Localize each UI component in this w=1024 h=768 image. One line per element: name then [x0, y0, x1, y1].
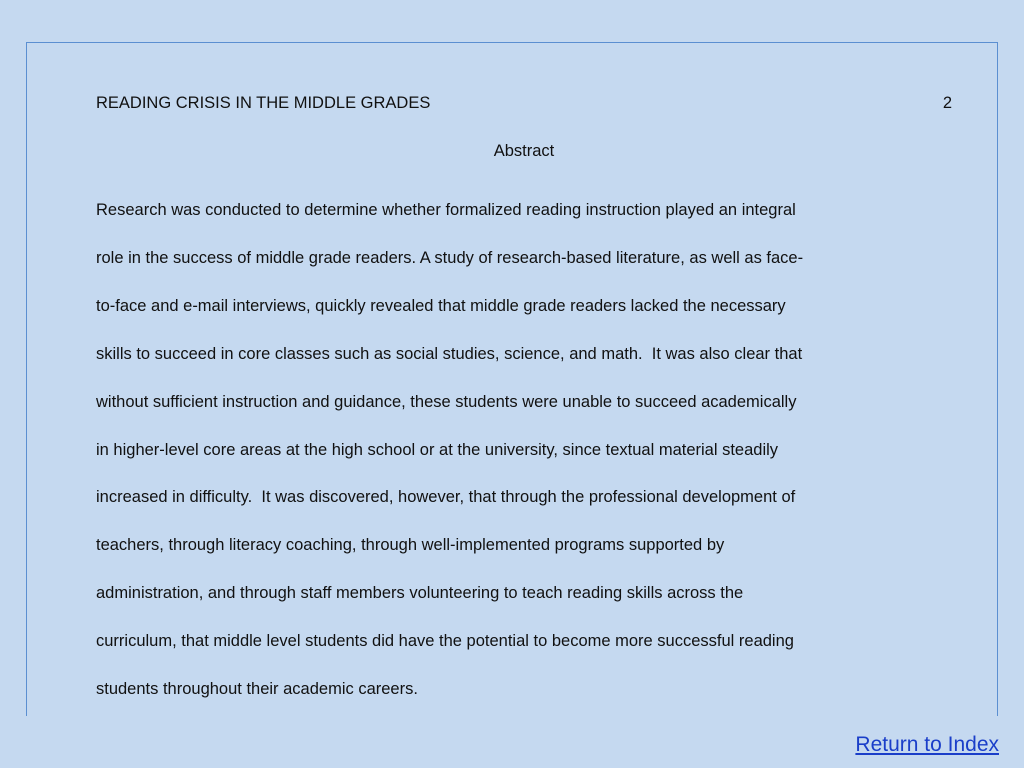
abstract-body — [96, 187, 958, 714]
abstract-line: to-face and e-mail interviews, quickly revealed that middle grade readers lacked the necessary — [96, 296, 786, 315]
abstract-line: curriculum, that middle level students did have the potential to become more successful reading — [96, 632, 794, 651]
abstract-line: without sufficient instruction and guidance, these students were unable to succeed academically — [96, 392, 797, 411]
abstract-line: students throughout their academic careers. — [96, 680, 418, 699]
abstract-line: in higher-level core areas at the high school or at the university, since textual material steadily — [96, 440, 779, 459]
abstract-line: Research was conducted to determine whether formalized reading instruction played an integral — [96, 201, 796, 219]
page-header — [96, 94, 952, 116]
running-head: READING CRISIS IN THE MIDDLE GRADES — [96, 94, 431, 112]
abstract-line: role in the success of middle grade readers. A study of research-based literature, as well as face- — [96, 248, 804, 267]
abstract-heading: Abstract — [493, 142, 555, 160]
abstract-line: skills to succeed in core classes such as social studies, science, and math. It was also clear that — [96, 344, 803, 363]
page-number: 2 — [942, 94, 952, 112]
return-to-index-link[interactable]: Return to Index — [855, 733, 999, 756]
abstract-line: administration, and through staff members volunteering to teach reading skills across the — [96, 584, 744, 603]
abstract-line: increased in difficulty. It was discovered, however, that through the professional development of — [96, 488, 796, 507]
abstract-line: teachers, through literacy coaching, through well-implemented programs supported by — [96, 536, 725, 555]
